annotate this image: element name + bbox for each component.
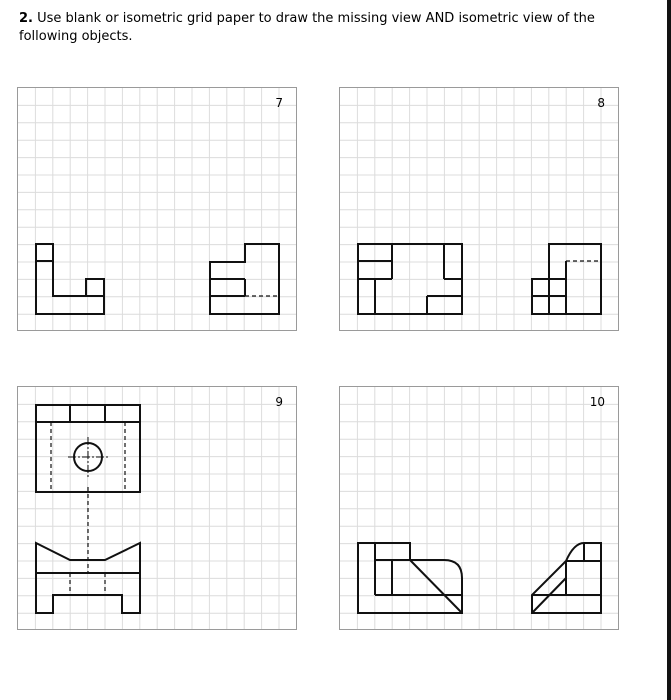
problem-10-drawing — [340, 387, 618, 629]
problem-8-drawing — [340, 88, 618, 330]
problem-number: 10 — [589, 395, 605, 409]
problem-7-drawing — [18, 88, 296, 330]
problem-8-panel — [339, 87, 619, 331]
grid-paper — [18, 387, 296, 629]
problem-number: 7 — [275, 96, 283, 110]
problem-9-panel — [17, 386, 297, 630]
grid-paper — [18, 88, 296, 330]
page-edge-bar — [667, 0, 671, 700]
problem-7-panel — [17, 87, 297, 331]
question-number: 2. — [19, 11, 33, 26]
problem-number: 9 — [275, 395, 283, 409]
problem-9-drawing — [18, 387, 296, 629]
question-body: Use blank or isometric grid paper to draw the missing view AND isometric view of the following objects. — [19, 11, 595, 44]
problem-number: 8 — [597, 96, 605, 110]
grid-paper — [340, 88, 618, 330]
problem-10-panel — [339, 386, 619, 630]
grid-paper — [340, 387, 618, 629]
center-lines — [68, 437, 108, 477]
question-text — [19, 10, 619, 46]
